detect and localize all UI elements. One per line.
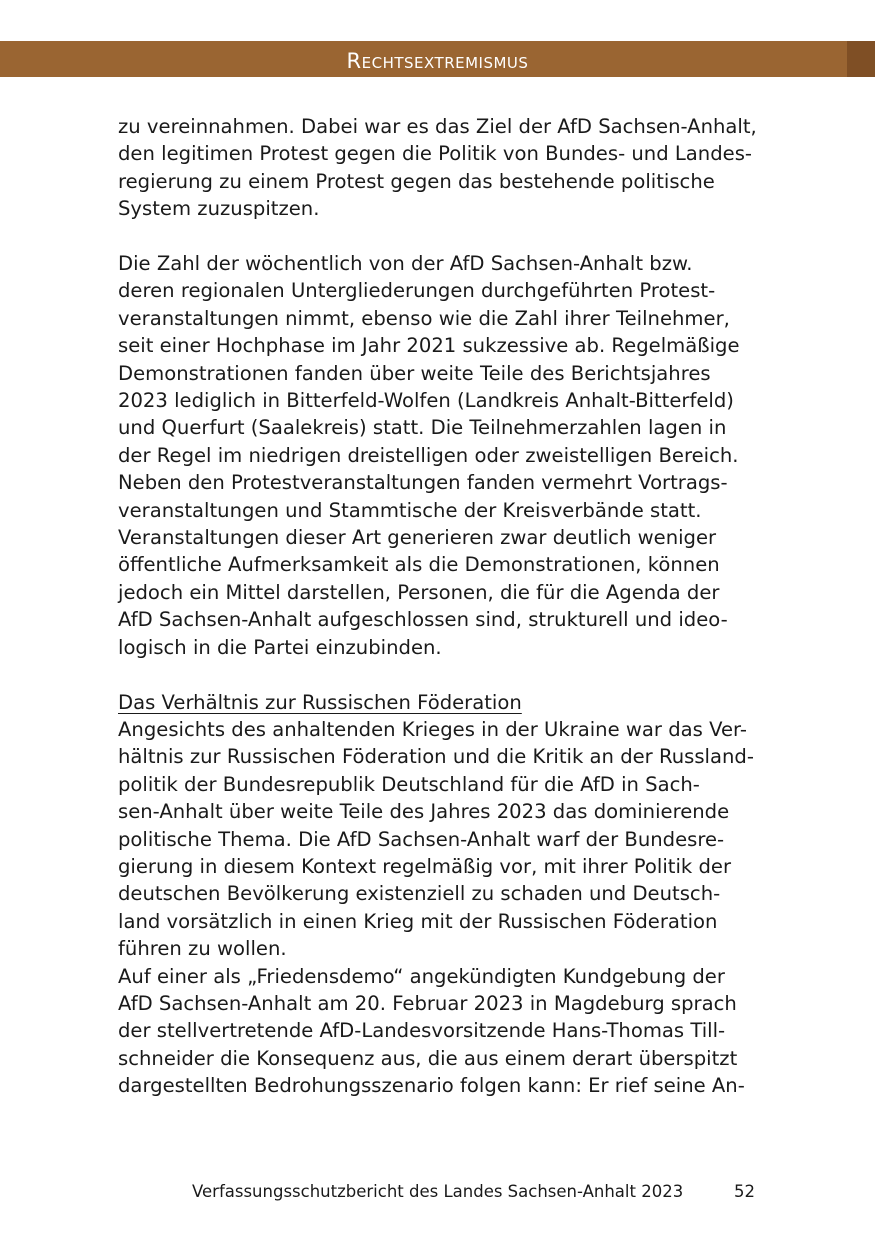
text-line: und Querfurt (Saalekreis) statt. Die Teilnehmerzahlen lagen in [118, 416, 727, 440]
text-line: deutschen Bevölkerung existenziell zu schaden und Deutsch- [118, 882, 721, 906]
text-line: schneider die Konsequenz aus, die aus einem derart überspitzt [118, 1046, 738, 1070]
text-line: logisch in die Partei einzubinden. [118, 635, 442, 659]
text-line: Auf einer als „Friedensdemo“ angekündigten Kundgebung der [118, 964, 725, 988]
text-line: 2023 lediglich in Bitterfeld-Wolfen (Landkreis Anhalt-Bitterfeld) [118, 389, 734, 413]
section-header-bar [0, 41, 875, 77]
section-title: Rechtsextremismus [346, 49, 529, 73]
paragraph-2 [118, 250, 768, 661]
paragraph-spacer [118, 223, 768, 250]
text-line: land vorsätzlich in einen Krieg mit der Russischen Föderation [118, 909, 718, 933]
page-number: 52 [734, 1182, 755, 1201]
text-line: Die Zahl der wöchentlich von der AfD Sachsen-Anhalt bzw. [118, 252, 693, 276]
section-russia [118, 689, 768, 1100]
text-line: sen-Anhalt über weite Teile des Jahres 2023 das dominierende [118, 800, 730, 824]
subheading-line [118, 689, 768, 716]
paragraph-spacer [118, 661, 768, 688]
text-line: führen zu wollen. [118, 937, 287, 961]
text-line: zu vereinnahmen. Dabei war es das Ziel der AfD Sachsen-Anhalt, [118, 115, 757, 138]
text-line: Angesichts des anhaltenden Krieges in der Ukraine war das Ver- [118, 717, 747, 741]
text-line: System zuzuspitzen. [118, 197, 320, 221]
text-line: gierung in diesem Kontext regelmäßig vor, mit ihrer Politik der [118, 854, 732, 878]
text-line: politik der Bundesrepublik Deutschland für die AfD in Sach- [118, 772, 700, 796]
text-line: dargestellten Bedrohungsszenario folgen kann: Er rief seine An- [118, 1074, 745, 1098]
text-line: veranstaltungen nimmt, ebenso wie die Zahl ihrer Teilnehmer, [118, 306, 730, 330]
text-line: Veranstaltungen dieser Art generieren zwar deutlich weniger [118, 526, 717, 550]
text-line: politische Thema. Die AfD Sachsen-Anhalt warf der Bundesre- [118, 827, 725, 851]
page-footer [0, 1182, 875, 1208]
page-body [118, 113, 768, 1100]
text-line: hältnis zur Russischen Föderation und die Kritik an der Russland- [118, 745, 754, 769]
text-line: deren regionalen Untergliederungen durchgeführten Protest- [118, 279, 716, 303]
text-line: Neben den Protestveranstaltungen fanden vermehrt Vortrags- [118, 471, 728, 495]
text-line: der Regel im niedrigen dreistelligen oder zweistelligen Bereich. [118, 443, 739, 467]
text-line: regierung zu einem Protest gegen das bestehende politische [118, 169, 715, 193]
subheading: Das Verhältnis zur Russischen Föderation [118, 690, 522, 714]
text-line: seit einer Hochphase im Jahr 2021 sukzessive ab. Regelmäßige [118, 334, 740, 358]
paragraph-1 [118, 113, 768, 223]
text-line: öffentliche Aufmerksamkeit als die Demonstrationen, können [118, 553, 720, 577]
text-line: jedoch ein Mittel darstellen, Personen, die für die Agenda der [118, 580, 720, 604]
text-line: Demonstrationen fanden über weite Teile des Berichtsjahres [118, 361, 711, 385]
text-line: den legitimen Protest gegen die Politik von Bundes- und Landes- [118, 142, 752, 166]
text-line: der stellvertretende AfD-Landesvorsitzende Hans-Thomas Till- [118, 1019, 726, 1043]
text-line: AfD Sachsen-Anhalt aufgeschlossen sind, strukturell und ideo- [118, 608, 728, 632]
publication-title: Verfassungsschutzbericht des Landes Sachsen-Anhalt 2023 [192, 1182, 684, 1201]
text-line: AfD Sachsen-Anhalt am 20. Februar 2023 in Magdeburg sprach [118, 991, 737, 1015]
text-line: veranstaltungen und Stammtische der Kreisverbände statt. [118, 498, 702, 522]
